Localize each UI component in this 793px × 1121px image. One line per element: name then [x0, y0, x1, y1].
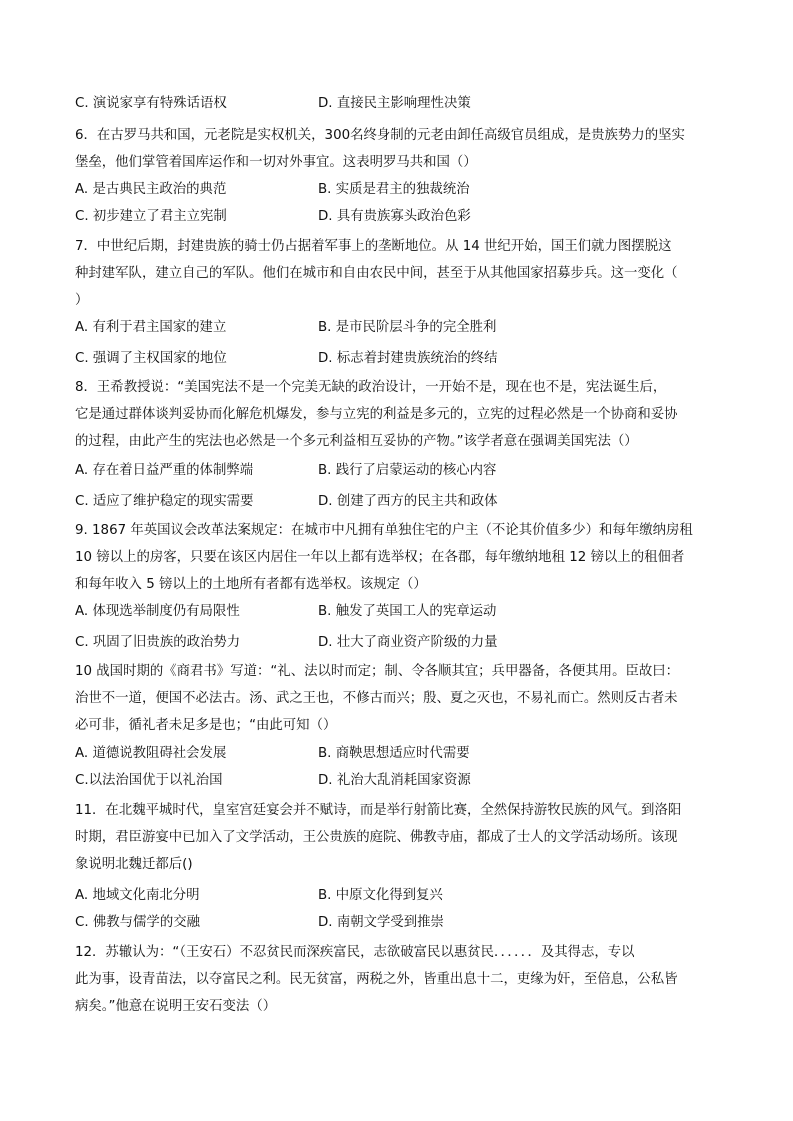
- q10-option-b: B. 商鞅思想适应时代需要: [318, 746, 470, 761]
- q7-stem-line-2: 种封建军队，建立自己的军队。他们在城市和自由农民中间，甚至于从其他国家招募步兵。这一变化（: [75, 266, 678, 281]
- q11-stem-line-3: 象说明北魏迁都后(): [75, 857, 193, 872]
- q11-option-a: A. 地域文化南北分明: [75, 888, 200, 903]
- q7-stem-line-1: 7．中世纪后期，封建贵族的骑士仍占据着军事上的垄断地位。从 14 世纪开始，国王们就力图摆脱这: [75, 239, 672, 254]
- q6-option-d: D. 具有贵族寡头政治色彩: [318, 209, 471, 224]
- q8-option-c: C. 适应了维护稳定的现实需要: [75, 494, 254, 509]
- q8-option-d: D. 创建了西方的民主共和政体: [318, 494, 498, 509]
- q10-stem-line-3: 必可非，循礼者未足多是也；“由此可知（）: [75, 718, 337, 733]
- q12-stem-line-1: 12．苏辙认为：“（王安石）不忍贫民而深疾富民，志欲破富民以惠贫民．．．．．．及其得志，专以: [75, 945, 635, 960]
- q11-option-c: C. 佛教与儒学的交融: [75, 915, 200, 930]
- q5-option-d: D. 直接民主影响理性决策: [318, 96, 471, 111]
- q7-option-d: D. 标志着封建贵族统治的终结: [318, 351, 498, 366]
- q9-stem-line-2: 10 镑以上的房客，只要在该区内居住一年以上都有选举权；在各郡，每年缴纳地租 12 镑以上的租佃者: [75, 550, 685, 565]
- q8-stem-line-2: 它是通过群体谈判妥协而化解危机爆发，参与立宪的利益是多元的，立宪的过程必然是一个协商和妥协: [75, 407, 678, 422]
- q11-stem-line-2: 时期，君臣游宴中已加入了文学活动，王公贵族的庭院、佛教寺庙，都成了士人的文学活动场所。该现: [75, 830, 678, 845]
- q6-stem-line-2: 堡垒，他们掌管着国库运作和一切对外事宜。这表明罗马共和国（）: [75, 155, 477, 170]
- q10-option-d: D. 礼治大乱消耗国家资源: [318, 773, 471, 788]
- q7-stem-line-3: ）: [75, 293, 89, 308]
- q10-option-c: C.以法治国优于以礼治国: [75, 773, 223, 788]
- q7-option-b: B. 是市民阶层斗争的完全胜利: [318, 320, 497, 335]
- q8-stem-line-1: 8．王希教授说：“美国宪法不是一个完美无缺的政治设计，一开始不是，现在也不是，宪法诞生后，: [75, 380, 667, 395]
- q11-option-b: B. 中原文化得到复兴: [318, 888, 443, 903]
- q11-option-d: D. 南朝文学受到推崇: [318, 915, 444, 930]
- q6-option-a: A. 是古典民主政治的典范: [75, 182, 227, 197]
- q8-stem-line-3: 的过程，由此产生的宪法也必然是一个多元利益相互妥协的产物。”该学者意在强调美国宪法（）: [75, 434, 638, 449]
- q6-option-c: C. 初步建立了君主立宪制: [75, 209, 227, 224]
- q12-stem-line-3: 病矣。”他意在说明王安石变法（）: [75, 999, 277, 1014]
- q7-option-c: C. 强调了主权国家的地位: [75, 351, 227, 366]
- q12-stem-line-2: 此为事，设青苗法，以夺富民之利。民无贫富，两税之外，皆重出息十二，吏缘为奸，至倍息，公私皆: [75, 972, 678, 987]
- q11-stem-line-1: 11．在北魏平城时代，皇室宫廷宴会并不赋诗，而是举行射箭比赛，全然保持游牧民族的风气。到洛阳: [75, 803, 682, 818]
- q9-stem-line-1: 9. 1867 年英国议会改革法案规定：在城市中凡拥有单独住宅的户主（不论其价值多少）和每年缴纳房租: [75, 523, 693, 538]
- q10-stem-line-1: 10 战国时期的《商君书》写道：“礼、法以时而定；制、令各顺其宜；兵甲器备，各便其用。臣故曰：: [75, 664, 680, 679]
- q9-option-c: C. 巩固了旧贵族的政治势力: [75, 635, 241, 650]
- q9-option-a: A. 体现选举制度仍有局限性: [75, 604, 240, 619]
- q5-option-c: C. 演说家享有特殊话语权: [75, 96, 227, 111]
- q7-option-a: A. 有利于君主国家的建立: [75, 320, 227, 335]
- q8-option-a: A. 存在着日益严重的体制弊端: [75, 463, 254, 478]
- q6-option-b: B. 实质是君主的独裁统治: [318, 182, 470, 197]
- q9-option-d: D. 壮大了商业资产阶级的力量: [318, 635, 498, 650]
- q10-stem-line-2: 治世不一道，便国不必法古。汤、武之王也，不修古而兴；殷、夏之灭也，不易礼而亡。然则反古者未: [75, 691, 678, 706]
- q6-stem-line-1: 6．在古罗马共和国，元老院是实权机关，300名终身制的元老由卸任高级官员组成，是贵族势力的坚实: [75, 128, 685, 143]
- q8-option-b: B. 践行了启蒙运动的核心内容: [318, 463, 497, 478]
- q9-stem-line-3: 和每年收入 5 镑以上的土地所有者都有选举权。该规定（）: [75, 577, 427, 592]
- q10-option-a: A. 道德说教阻碍社会发展: [75, 746, 227, 761]
- q9-option-b: B. 触发了英国工人的宪章运动: [318, 604, 497, 619]
